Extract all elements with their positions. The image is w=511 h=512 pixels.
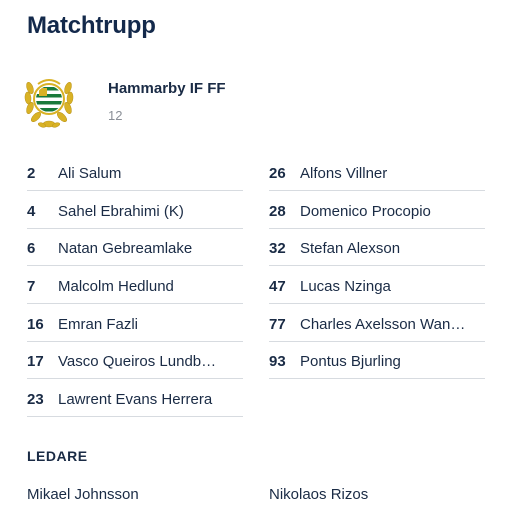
player-number: 4 bbox=[27, 202, 36, 220]
player-name: Alfons Villner bbox=[300, 165, 388, 182]
team-name: Hammarby IF FF bbox=[108, 80, 226, 97]
player-number: 32 bbox=[269, 240, 286, 258]
player-row[interactable] bbox=[269, 305, 485, 342]
player-row[interactable] bbox=[27, 342, 243, 379]
player-number: 47 bbox=[269, 278, 286, 296]
page-title: Matchtrupp bbox=[27, 12, 156, 39]
player-row[interactable] bbox=[27, 305, 243, 342]
player-name: Domenico Procopio bbox=[300, 202, 431, 220]
player-row[interactable] bbox=[269, 192, 485, 229]
player-name: Vasco Queiros Lundb… bbox=[58, 353, 217, 371]
hammarby-crest-icon bbox=[24, 72, 74, 130]
player-name: Lucas Nzinga bbox=[300, 278, 391, 296]
player-number: 28 bbox=[269, 202, 286, 220]
leader-item[interactable]: Nikolaos Rizos bbox=[269, 486, 369, 503]
player-row[interactable] bbox=[269, 342, 485, 379]
player-number: 23 bbox=[27, 391, 44, 409]
player-row[interactable] bbox=[269, 154, 485, 191]
player-name: Natan Gebreamlake bbox=[58, 240, 193, 258]
player-name: Malcolm Hedlund bbox=[58, 278, 174, 296]
leaders-heading: LEDARE bbox=[27, 448, 88, 464]
player-row[interactable] bbox=[27, 229, 243, 266]
player-name: Charles Axelsson Wan… bbox=[300, 315, 466, 333]
player-row[interactable] bbox=[27, 154, 243, 191]
team-header[interactable] bbox=[24, 72, 484, 132]
squad-column-left bbox=[27, 154, 243, 418]
player-number: 6 bbox=[27, 240, 36, 258]
player-name: Ali Salum bbox=[58, 165, 122, 182]
player-number: 2 bbox=[27, 165, 36, 182]
player-number: 16 bbox=[27, 315, 44, 333]
player-number: 26 bbox=[269, 165, 286, 182]
player-row[interactable] bbox=[27, 380, 243, 417]
player-name: Sahel Ebrahimi (K) bbox=[58, 202, 184, 220]
player-name: Pontus Bjurling bbox=[300, 353, 401, 371]
squad-column-right bbox=[269, 154, 485, 380]
player-number: 93 bbox=[269, 353, 286, 371]
player-name: Emran Fazli bbox=[58, 315, 139, 333]
player-name: Stefan Alexson bbox=[300, 240, 401, 258]
player-row[interactable] bbox=[27, 192, 243, 229]
player-name: Lawrent Evans Herrera bbox=[58, 391, 213, 409]
leader-item[interactable]: Mikael Johnsson bbox=[27, 486, 139, 503]
player-number: 17 bbox=[27, 353, 44, 371]
player-number: 7 bbox=[27, 278, 36, 296]
player-row[interactable] bbox=[269, 267, 485, 304]
player-number: 77 bbox=[269, 315, 286, 333]
player-row[interactable] bbox=[27, 267, 243, 304]
squad-count: 12 bbox=[108, 108, 123, 123]
player-row[interactable] bbox=[269, 229, 485, 266]
